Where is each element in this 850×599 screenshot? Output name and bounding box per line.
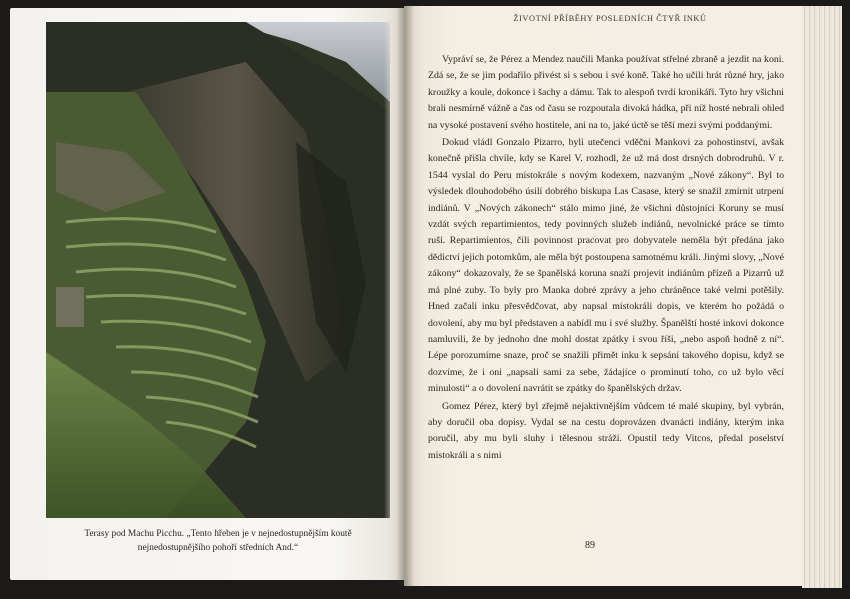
- machu-picchu-photo: [46, 22, 390, 518]
- page-edges: [802, 6, 842, 588]
- body-text: [428, 52, 784, 464]
- paragraph: Vypráví se, že Pérez a Mendez naučili Manka používat střelné zbraně a jezdit na koni. Zdá se, že se jim podařilo přivést si s sebou i své koně. Také ho učili hrát různé hry, jako kroužky a koule, dokonce i šachy a dámu. Tak to alespoň tvrdí kronikáři. Tyto hry všichni brali nesmírně vážně a čas od času se rozpoutala divoká hádka, při níž hosté nebrali ohled na vysoké postavení svého hostitele, ani na to, jaké úctě se těší mezi svými poddanými.: [428, 54, 784, 131]
- book-gutter: [396, 6, 414, 586]
- photo-illustration: [46, 22, 390, 518]
- photo-caption: Terasy pod Machu Picchu. „Tento hřeben je v nejnedostupnějším koutě nejnedostupnějšího pohoří středních And.“: [84, 529, 352, 553]
- photo-light-reflection: [384, 22, 390, 518]
- paragraph: Gomez Pérez, který byl zřejmě nejaktivnějším vůdcem té malé skupiny, byl vybrán, aby doručil oba dopisy. Vydal se na cestu doprovázen dvanácti indiány, kterým inka poručil, aby mu byli sluhy i tělesnou stráží. Opustil tedy Vitcos, předal poselství místokráli a s nimi: [428, 400, 784, 461]
- page-number: 89: [585, 540, 595, 551]
- running-head: ŽIVOTNÍ PŘÍBĚHY POSLEDNÍCH ČTYŘ INKŮ: [513, 14, 707, 23]
- paragraph: Dokud vládl Gonzalo Pizarro, byli utečenci vděčni Mankovi za pohostinství, avšak konečně přišla chvíle, kdy se Karel V. rozhodl, že už má dost drsných dobrodruhů. V r. 1544 vyslal do Peru místokrále s novým kodexem, nazvaným „Nové zákony“. Byl to výsledek dlouhodobého úsilí dobrého biskupa Las Casase, který se snažil zmírnit utrpení indiánů. V „Nových zákonech“ stálo mimo jiné, že všichni důstojníci Koruny se musí vzdát svých repartimientos, tedy povinných služeb indiánů, nevolnické práce se tímto ruší. Repartimientos, čili povinnost pracovat pro dobyvatele neměla být předána jako dědictví jejich potomkům, ale měla být postoupena samotnému králi. Jinými slovy, „Nové zákony“ dokazovaly, že se španělská koruna snaží projevit indiánům přízeň a Pizarrů už má plné zuby. To byly pro Manka dobré zprávy a jeho chráněnce také velmi potěšily. Hned začali inku přesvědčovat, aby napsal místokráli dopis, ve kterém ho požádá o dovolení, aby mu byl představen a nabídl mu i své služby. Španělští hosté inkovi dokonce namluvili, že by jednoho dne mohl dostat zpátky i svou říši, „nebo aspoň hodně z ní“. Lépe porozumíme snaze, proč se snažili přimět inku k sepsání takového dopisu, když se dozvíme, že i oni „napsali sami za sebe, žádajíce o prominutí toho, co už bylo věcí minulosti“ a o dovolení navrátit se zpátky do španělských držav.: [428, 137, 784, 395]
